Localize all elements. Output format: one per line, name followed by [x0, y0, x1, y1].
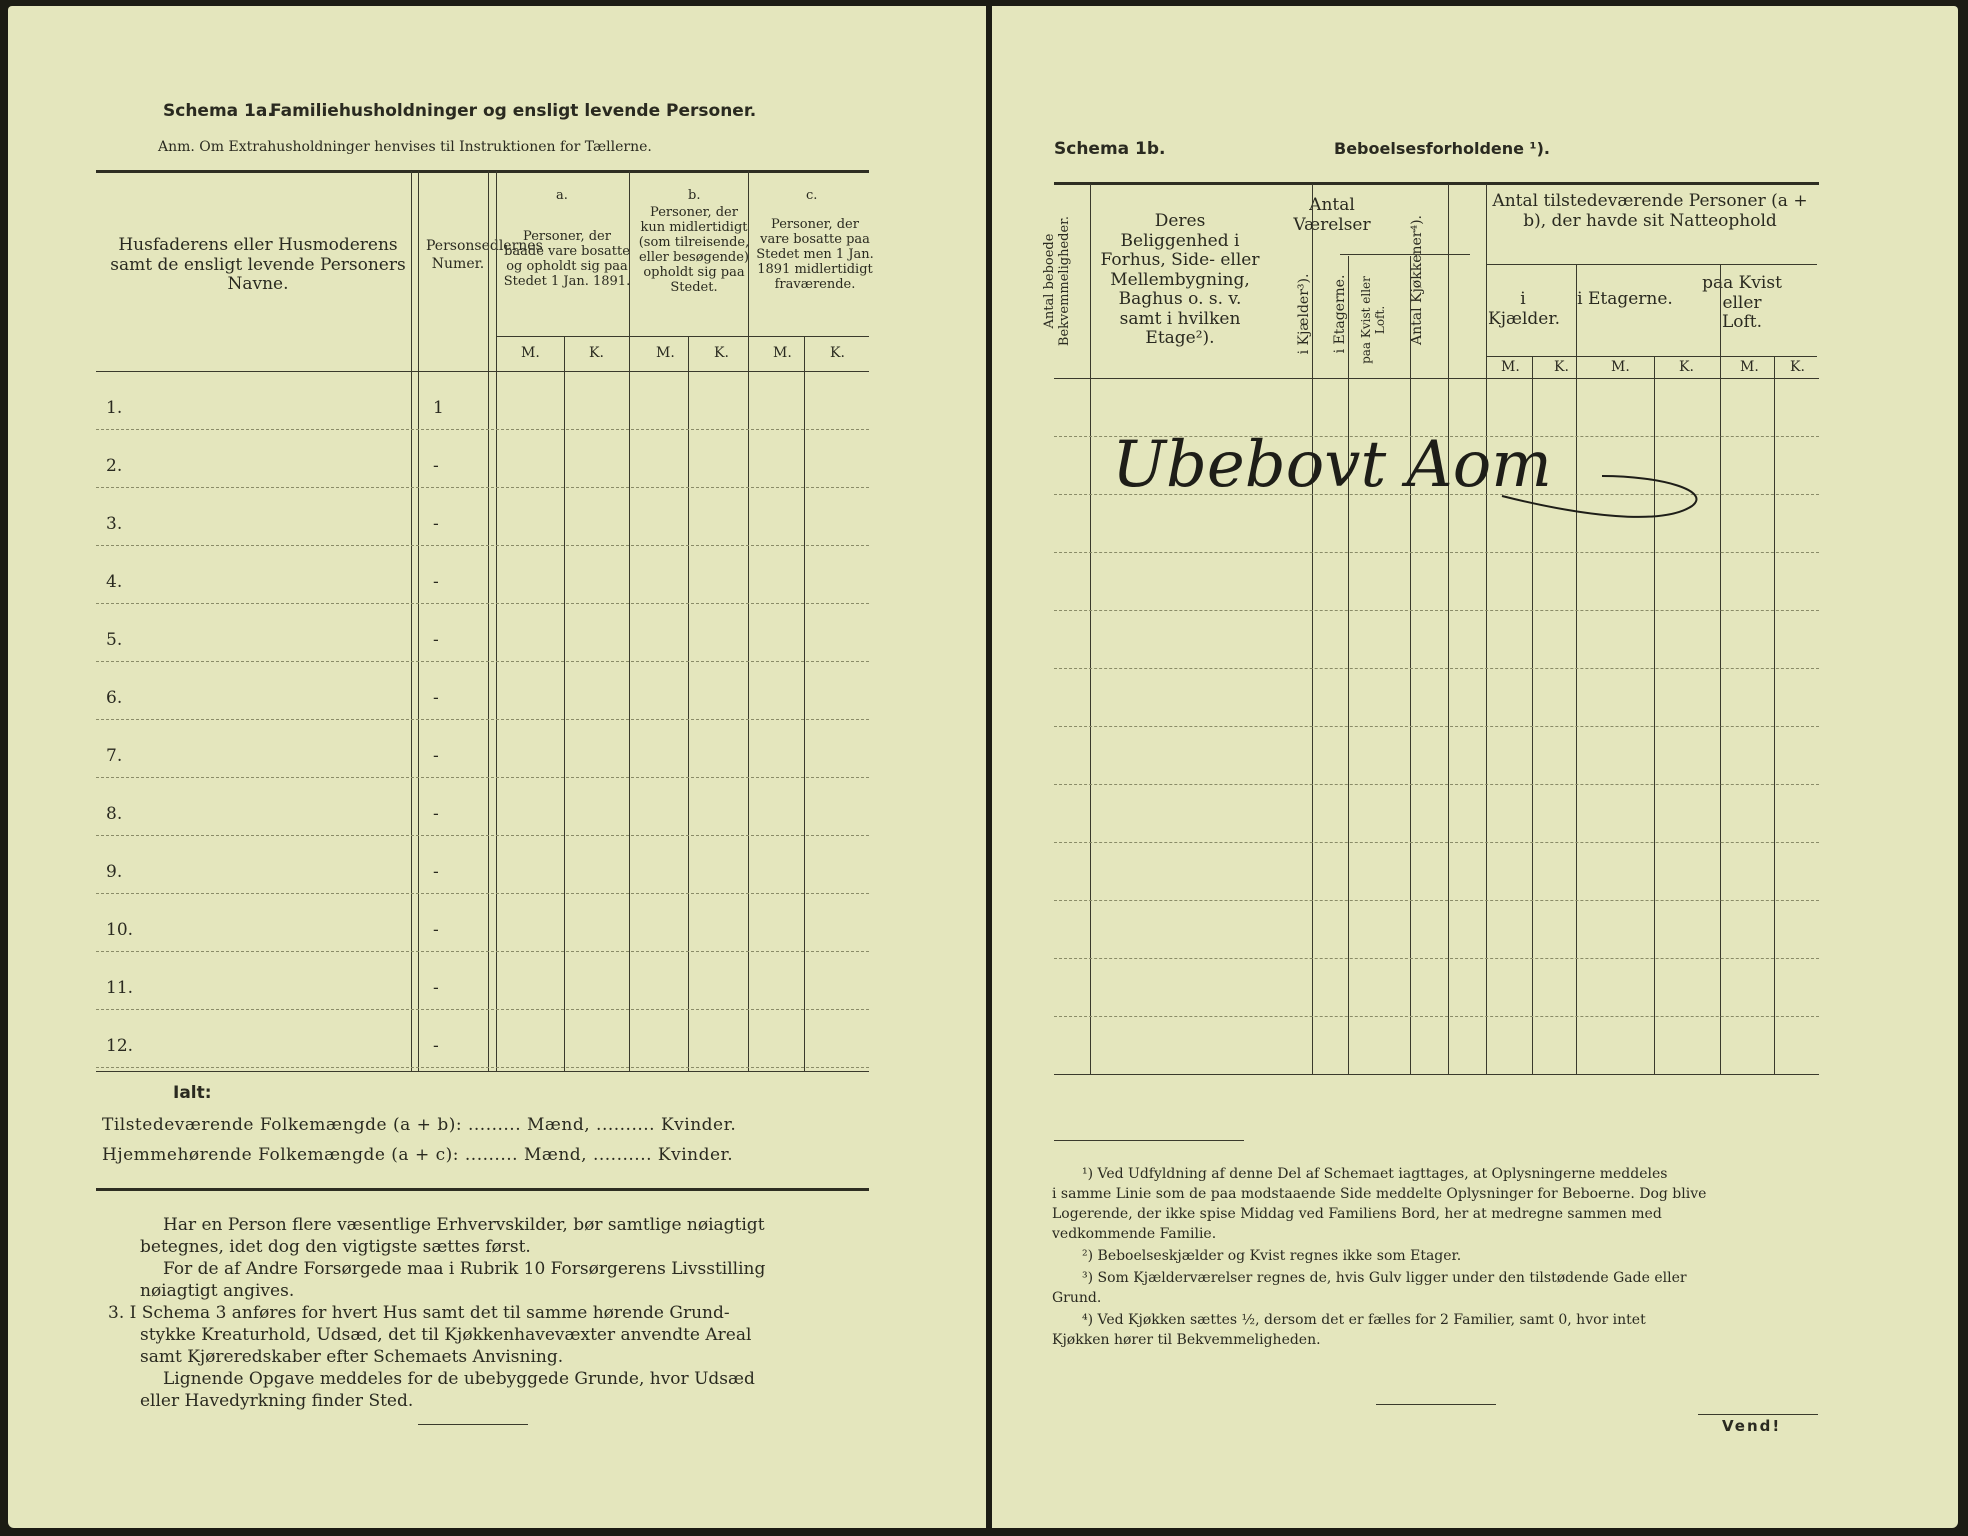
handwritten-text: Ubebovt Aom — [1112, 428, 1552, 502]
sub-header-kjaelder: i Kjælder. — [1488, 289, 1560, 329]
row-rule — [1054, 784, 1819, 785]
row-rule — [96, 603, 869, 604]
note-line-3: For de af Andre Forsørgede maa i Rubrik 10 Forsørgerens Livsstilling — [163, 1259, 766, 1279]
r-mk-2-m: M. — [1611, 359, 1630, 375]
hjemmehorende-line: Hjemmehørende Folkemængde (a + c): ......... Mænd, .......... Kvinder. — [102, 1145, 734, 1165]
mk-a-m: M. — [521, 345, 540, 361]
schema-1b-title: Schema 1b. — [1054, 139, 1166, 159]
col-header-a: Personer, der baade vare bosatte og opholdt sig paa Stedet 1 Jan. 1891. — [503, 229, 631, 289]
mk-a-k: K. — [589, 345, 604, 361]
ialt-label: Ialt: — [173, 1083, 212, 1103]
person-number: - — [433, 862, 439, 882]
row-rule — [96, 951, 869, 952]
footnote-line-8: ⁴) Ved Kjøkken sættes ½, dersom det er fælles for 2 Familier, samt 0, hvor intet — [1082, 1312, 1646, 1328]
row-rule — [96, 487, 869, 488]
row-number: 3. — [106, 514, 123, 534]
row-number: 11. — [106, 978, 134, 998]
person-number: - — [433, 978, 439, 998]
row-rule — [96, 1009, 869, 1010]
mk-rule-top — [496, 336, 869, 337]
row-rule — [1054, 610, 1819, 611]
row-number: 8. — [106, 804, 123, 824]
footnote-line-2: i samme Linie som de paa modstaaende Side meddelte Oplysninger for Beboerne. Dog blive — [1052, 1186, 1707, 1202]
note-line-6: stykke Kreaturhold, Udsæd, det til Kjøkkenhavevæxter anvendte Areal — [140, 1325, 752, 1345]
vend-label: Vend! — [1722, 1417, 1782, 1435]
row-rule — [96, 835, 869, 836]
note-line-5: 3. I Schema 3 anføres for hvert Hus samt det til samme hørende Grund- — [108, 1303, 730, 1323]
r-vline-5 — [1448, 184, 1449, 1074]
mk-c-m: M. — [773, 345, 792, 361]
table-bottom-rule — [96, 1071, 869, 1072]
col-a-letter: a. — [556, 188, 568, 203]
footnote-line-1: ¹) Ved Udfyldning af denne Del af Schemaet iagttages, at Oplysningerne meddeles — [1082, 1166, 1668, 1182]
vline-3 — [496, 171, 497, 1071]
anm-note: Anm. Om Extrahusholdninger henvises til Instruktionen for Tællerne. — [158, 139, 652, 155]
r-vline-6 — [1486, 184, 1487, 1074]
row-rule — [96, 429, 869, 430]
note-line-9: eller Havedyrkning finder Sted. — [140, 1391, 414, 1411]
vaerelser-sub-rule — [1340, 254, 1470, 255]
mk-c-k: K. — [830, 345, 845, 361]
row-number: 6. — [106, 688, 123, 708]
col-header-c: Personer, der vare bosatte paa Stedet men 1 Jan. 1891 midlertidigt fraværende. — [756, 217, 874, 292]
r-mk-3-k: K. — [1790, 359, 1805, 375]
row-rule — [96, 545, 869, 546]
col-header-b: Personer, der kun midlertidigt (som tilreisende, eller besøgende) opholdt sig paa Stedet. — [638, 205, 750, 295]
vline-5 — [629, 171, 630, 1071]
note-line-2: betegnes, idet dog den vigtigste sættes først. — [140, 1237, 531, 1257]
footnote-line-3: Logerende, der ikke spise Middag ved Familiens Bord, her at medregne sammen med — [1052, 1206, 1662, 1222]
footnote-line-9: Kjøkken hører til Bekvemmeligheden. — [1052, 1332, 1321, 1348]
left-page — [8, 6, 986, 1528]
row-rule — [96, 1067, 869, 1068]
footnote-rule — [1054, 1140, 1244, 1141]
vline-4 — [564, 336, 565, 1071]
col-header-beliggenhed: Deres Beliggenhed i Forhus, Side- eller Mellembygning, Baghus o. s. v. samt i hvilken Etage²). — [1100, 211, 1260, 349]
row-number: 4. — [106, 572, 123, 592]
r-mk-1-m: M. — [1501, 359, 1520, 375]
r-vline-8 — [1576, 264, 1577, 1074]
row-rule — [1054, 900, 1819, 901]
col-header-etagerne: i Etagerne. — [1332, 274, 1348, 354]
col-b-letter: b. — [688, 188, 701, 203]
right-page — [992, 6, 1958, 1528]
notes-top-rule — [96, 1188, 869, 1191]
row-rule — [96, 893, 869, 894]
footnote-line-4: vedkommende Familie. — [1052, 1226, 1217, 1242]
vline-1b — [418, 171, 419, 1071]
r-vline-1 — [1090, 184, 1091, 1074]
r-vline-4 — [1410, 256, 1411, 1074]
table-bottom-rule-right — [1054, 1074, 1819, 1075]
r-mk-2-k: K. — [1679, 359, 1694, 375]
vline-6 — [688, 336, 689, 1071]
person-number: - — [433, 688, 439, 708]
end-rule-left — [418, 1424, 528, 1425]
person-number: - — [433, 804, 439, 824]
row-rule — [96, 777, 869, 778]
person-number: - — [433, 630, 439, 650]
tilstedevaerende-line: Tilstedeværende Folkemængde (a + b): ......... Mænd, .......... Kvinder. — [102, 1115, 737, 1135]
r-mk-1-k: K. — [1554, 359, 1569, 375]
end-rule-right-2 — [1698, 1414, 1818, 1415]
footnote-line-5: ²) Beboelseskjælder og Kvist regnes ikke som Etager. — [1082, 1248, 1462, 1264]
person-number: - — [433, 920, 439, 940]
footnote-line-6: ³) Som Kjælderværelser regnes de, hvis Gulv ligger under den tilstødende Gade eller — [1082, 1270, 1687, 1286]
row-number: 2. — [106, 456, 123, 476]
col-header-name: Husfaderens eller Husmoderens samt de ensligt levende Personers Navne. — [110, 235, 406, 295]
note-line-4: nøiagtigt angives. — [140, 1281, 295, 1301]
col-header-number: Personsedlernes Numer. — [426, 238, 543, 272]
person-number: - — [433, 746, 439, 766]
row-number: 12. — [106, 1036, 134, 1056]
row-rule — [96, 661, 869, 662]
mk-rule-right — [1487, 356, 1817, 357]
row-rule — [1054, 842, 1819, 843]
footnote-line-7: Grund. — [1052, 1290, 1102, 1306]
row-rule — [96, 719, 869, 720]
row-number: 7. — [106, 746, 123, 766]
vline-2 — [488, 171, 489, 1071]
schema-1a-subtitle: Familiehusholdninger og ensligt levende Personer. — [270, 101, 757, 121]
row-number: 1. — [106, 398, 123, 418]
row-rule — [1054, 1016, 1819, 1017]
table-top-rule — [96, 170, 869, 173]
note-line-7: samt Kjøreredskaber efter Schemaets Anvisning. — [140, 1347, 564, 1367]
r-vline-11 — [1774, 356, 1775, 1074]
note-line-1: Har en Person flere væsentlige Erhvervskilder, bør samtlige nøiagtigt — [163, 1215, 765, 1235]
col-c-letter: c. — [806, 188, 818, 203]
vline-1 — [411, 171, 412, 1071]
col-header-kjaelder: i Kjælder³). — [1296, 273, 1312, 355]
row-rule — [1054, 958, 1819, 959]
note-line-8: Lignende Opgave meddeles for de ubebyggede Grunde, hvor Udsæd — [163, 1369, 755, 1389]
person-number: 1 — [433, 398, 444, 418]
header-bottom-rule-right — [1054, 378, 1819, 379]
row-number: 5. — [106, 630, 123, 650]
r-vline-3 — [1348, 256, 1349, 1074]
r-vline-10 — [1720, 264, 1721, 1074]
col-header-kvist: paa Kvist eller Loft. — [1359, 276, 1387, 364]
vline-7 — [748, 171, 749, 1071]
sub-header-kvist: paa Kvist eller Loft. — [1702, 273, 1782, 333]
vline-8 — [804, 336, 805, 1071]
handwritten-entry — [1102, 406, 1742, 556]
end-rule-right-1 — [1376, 1404, 1496, 1405]
person-number: - — [433, 514, 439, 534]
mk-b-k: K. — [714, 345, 729, 361]
person-number: - — [433, 1036, 439, 1056]
row-rule — [1054, 726, 1819, 727]
mk-b-m: M. — [656, 345, 675, 361]
row-number: 10. — [106, 920, 134, 940]
r-mk-3-m: M. — [1740, 359, 1759, 375]
row-number: 9. — [106, 862, 123, 882]
schema-1b-subtitle: Beboelsesforholdene ¹). — [1334, 139, 1550, 158]
person-number: - — [433, 456, 439, 476]
person-number: - — [433, 572, 439, 592]
header-bottom-rule — [96, 371, 869, 372]
col-header-kjokkener: Antal Kjøkkener⁴). — [1409, 214, 1425, 346]
row-rule — [1054, 668, 1819, 669]
tilsted-sub-rule — [1487, 264, 1817, 265]
col-header-vaerelser: Antal Værelser — [1293, 195, 1371, 235]
sub-header-etagerne: i Etagerne. — [1577, 289, 1673, 309]
schema-1a-title: Schema 1a. — [163, 101, 274, 121]
col-header-antal-beboede: Antal beboede Bekvemmeligheder. — [1042, 215, 1072, 347]
r-vline-2 — [1312, 184, 1313, 1074]
col-header-tilstedevaerende: Antal tilstedeværende Personer (a + b), der havde sit Natteophold — [1492, 191, 1808, 231]
table-top-rule-right — [1054, 182, 1819, 185]
